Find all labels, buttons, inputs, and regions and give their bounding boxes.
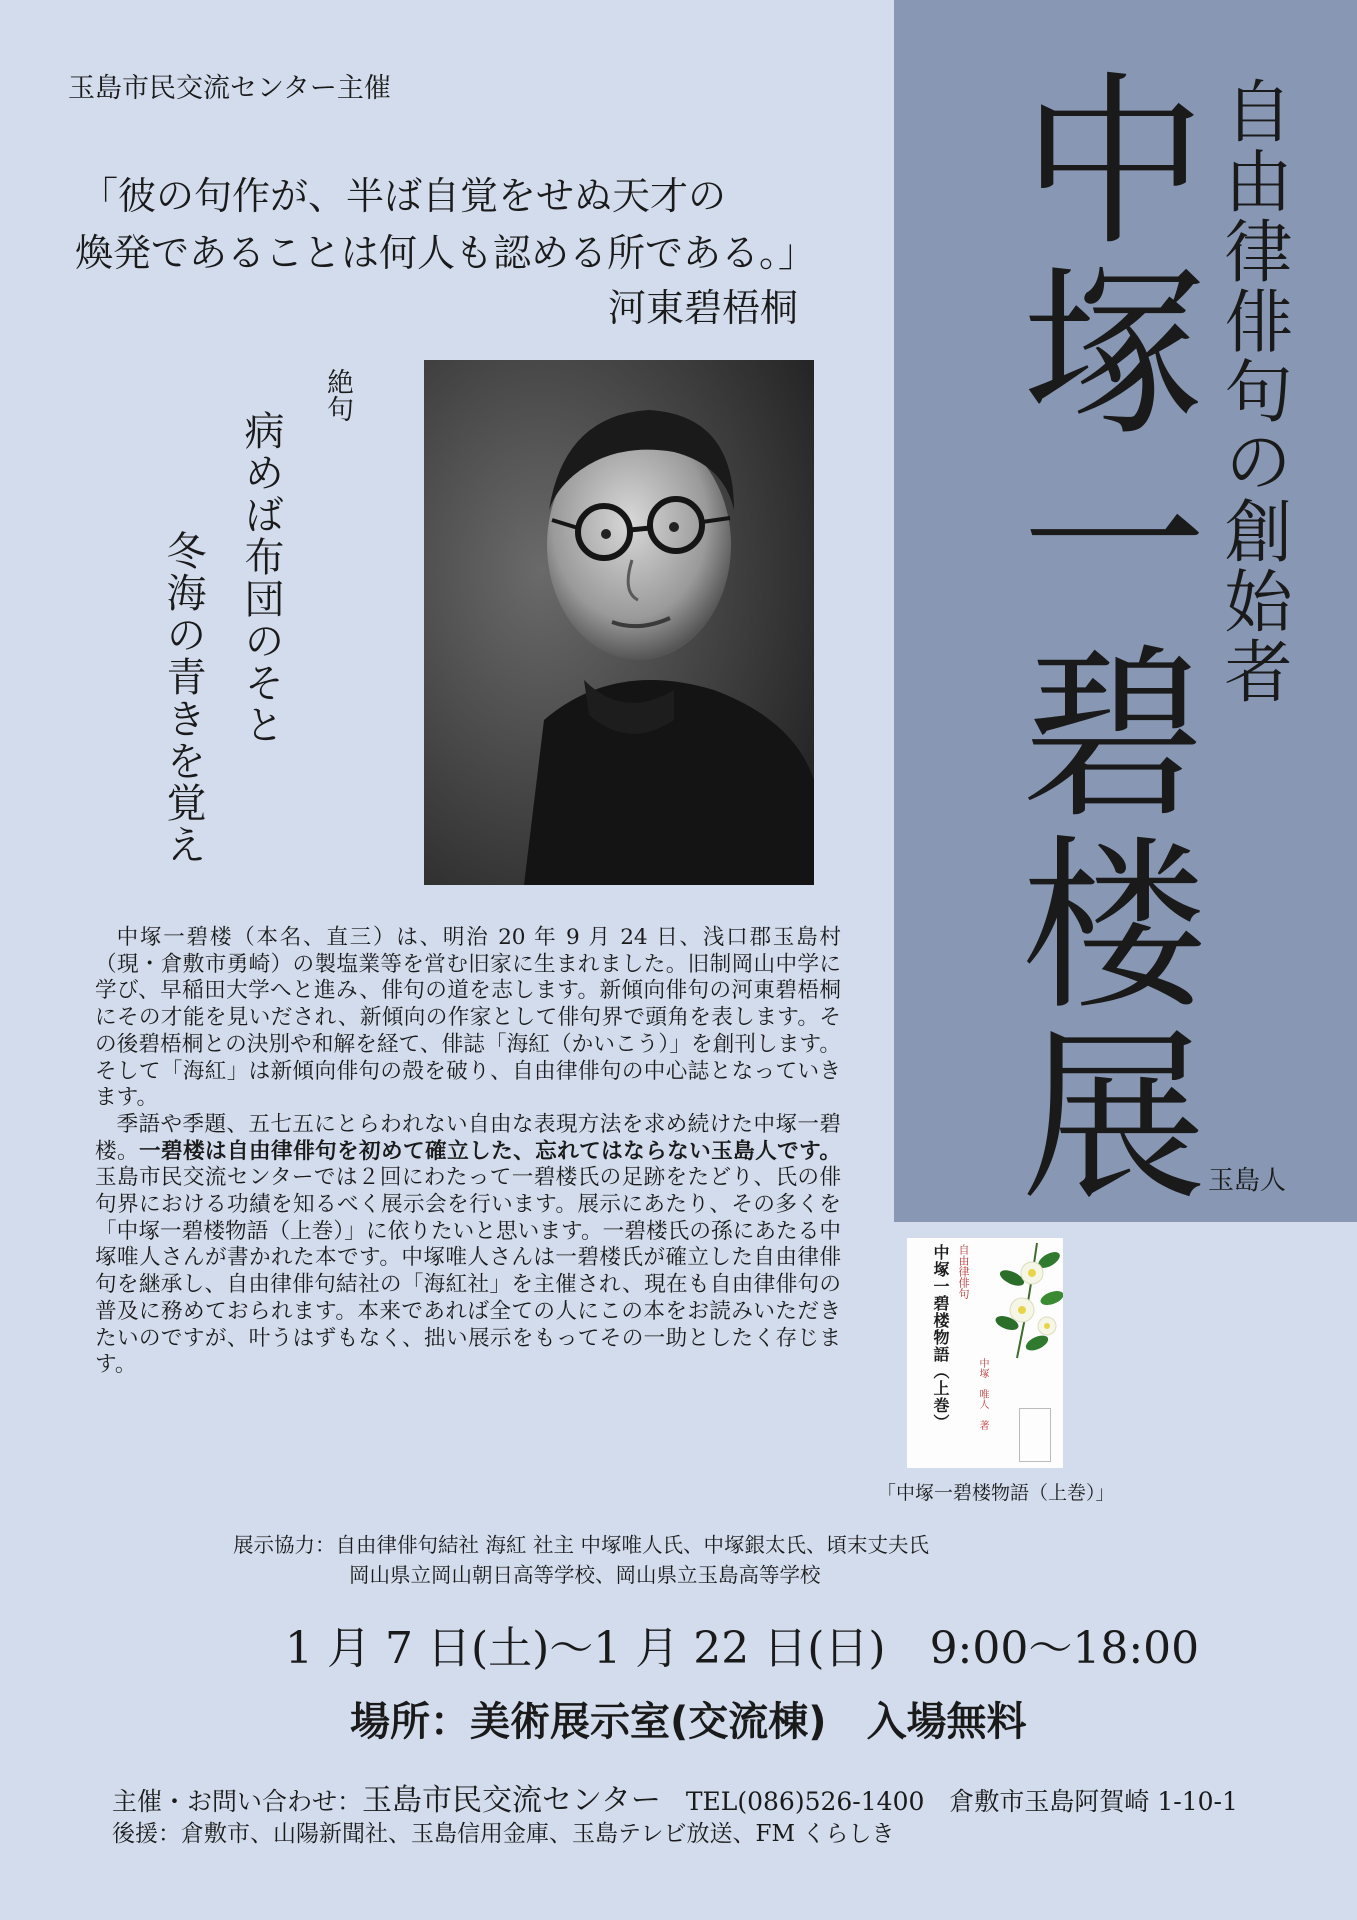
event-dates: 1 月 7 日(土)～1 月 22 日(日) [285,1623,886,1674]
contact-address: 倉敷市玉島阿賀崎 1-10-1 [949,1787,1238,1816]
exhibition-credits-1: 展示協力：自由律俳句結社 海紅 社主 中塚唯人氏、中塚銀太氏、頃末丈夫氏 [233,1533,930,1557]
body-text [95,925,841,1379]
book-cover-author: 中塚 唯人 著 [977,1358,988,1430]
title-note: 玉島人 [1208,1166,1287,1196]
exhibition-credits-2: 岡山県立岡山朝日高等学校、岡山県立玉島高等学校 [349,1563,821,1587]
event-admission: 入場無料 [866,1699,1027,1745]
contact-line [112,1775,1238,1819]
book-cover-small-title: 自由律俳句 [957,1244,970,1299]
quote-line-1: 「彼の句作が、半ば自覚をせぬ天才の [80,174,727,218]
portrait-photo [424,360,814,885]
venue-line [350,1690,1027,1747]
event-hours: 9:00～18:00 [929,1623,1200,1674]
camellia-illustration [977,1238,1063,1368]
book-cover-title: 中塚一碧楼物語（上巻） [931,1244,950,1431]
book-caption: 「中塚一碧楼物語（上巻）」 [877,1482,1115,1504]
sponsors-line: 後援：倉敷市、山陽新聞社、玉島信用金庫、玉島テレビ放送、FM くらしき [112,1821,895,1847]
haiku-line-1: 病めば布団のそと [238,410,284,746]
body-paragraph-1: 中塚一碧楼（本名、直三）は、明治 20 年 9 月 24 日、浅口郡玉島村（現・倉敷市勇崎）の製塩業等を営む旧家に生まれました。旧制岡山中学に学び、早稲田大学へと進み、俳句の道を志します。新傾向俳句の河東碧梧桐にその才能を見いだされ、新傾向の作家として俳句界で頭角を表します。その後碧梧桐との決別や和解を経て、俳誌「海紅（かいこう）」を創刊します。そして「海紅」は新傾向俳句の殻を破り、自由律俳句の中心誌となっていきます。 [95,925,841,1111]
body-paragraph-2 [95,1112,841,1379]
quote-author: 河東碧梧桐 [608,286,799,330]
portrait-illustration [424,360,814,885]
contact-label: 主催・お問い合わせ： [112,1787,363,1816]
event-date-line [285,1612,1199,1676]
quote-line-2: 煥発であることは何人も認める所である。」 [75,231,817,275]
book-cover-stamp [1019,1408,1051,1462]
body-paragraph-2-start: 季語や季題、五七五にとらわれない自由な表現方法を求め続けた中塚一碧楼。 [95,1111,841,1164]
event-venue: 場所：美術展示室(交流棟) [350,1699,827,1745]
book-cover [907,1238,1063,1468]
body-paragraph-2-highlight: 一碧楼は自由律俳句を初めて確立した、忘れてはならない玉島人です。 [139,1138,841,1164]
contact-organization: 玉島市民交流センター [362,1783,661,1818]
body-paragraph-2-end: 玉島市民交流センターでは２回にわたって一碧楼氏の足跡をたどり、氏の俳句界における功績を知るべく展示会を行います。展示にあたり、その多くを「中塚一碧楼物語（上巻）」に依りたいと思います。一碧楼氏の孫にあたる中塚唯人さんが書かれた本です。中塚唯人さんは一碧楼氏が確立した自由律俳句を継承し、自由律俳句結社の「海紅社」を主催され、現在も自由律俳句の普及に務めておられます。本来であれば全ての人にこの本をお読みいただきたいのですが、叶うはずもなく、拙い展示をもってその一助としたく存じます。 [95,1165,841,1378]
contact-phone: TEL(086)526-1400 [685,1787,925,1816]
haiku-label: 絶句 [322,368,353,422]
organizer-heading: 玉島市民交流センター主催 [68,73,391,104]
exhibition-title: 中塚一碧楼展 [990,64,1206,1210]
exhibition-subtitle: 自由律俳句の創始者 [1213,76,1292,706]
haiku-line-2: 冬海の青きを覚え [160,530,206,866]
